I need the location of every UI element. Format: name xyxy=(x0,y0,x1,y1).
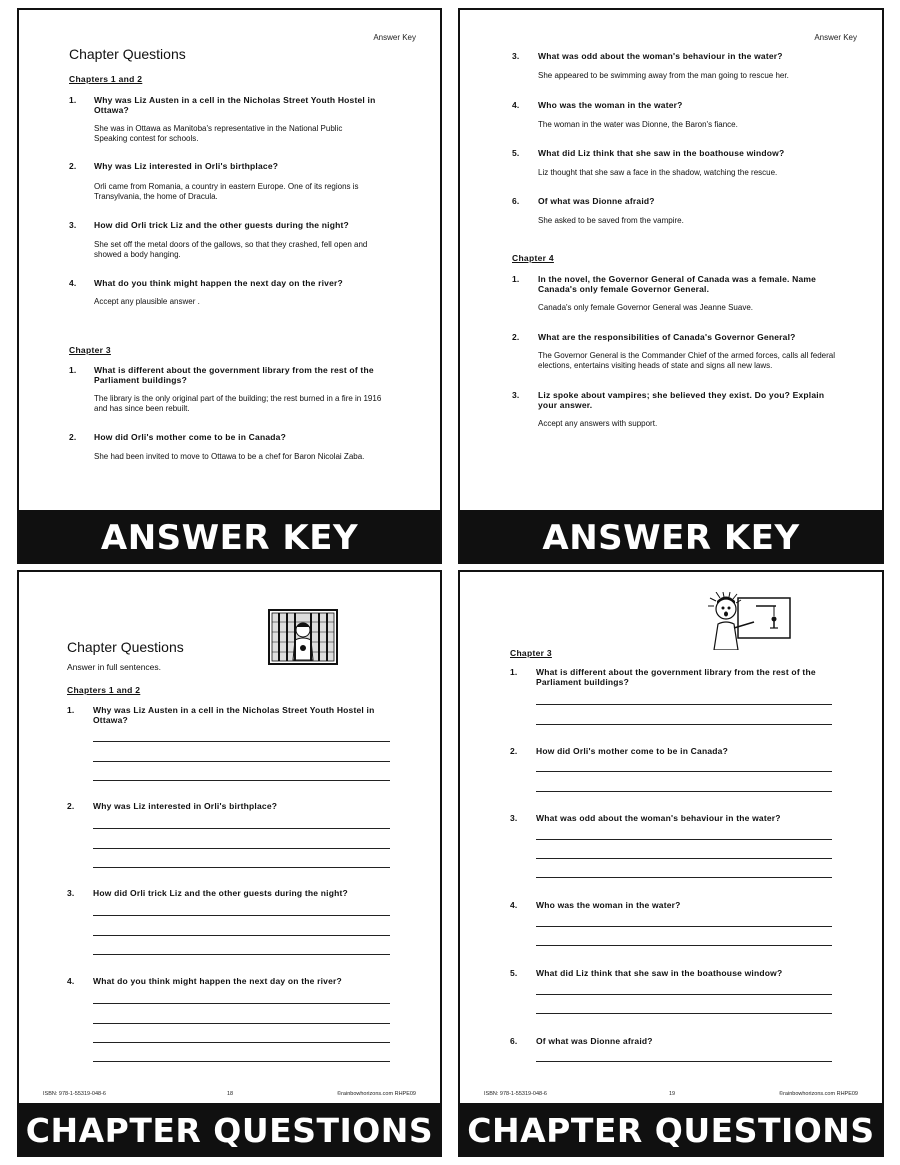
page-title: Chapter Questions xyxy=(67,639,184,655)
answer-key-page-2: Answer Key 3. What was odd about the woman's behaviour in the water? She appeared to be swimming away from the man going to rescue her. 4. Who was the woman in the water? The woman in the water was Dionne, the Baron's fiance. 5. What did Liz think that she saw in the boathouse window? Liz thought that she saw a face in the shadow, watching the rescue. 6. Of what was Dionne afraid? She asked to be saved from the vampire. Chapter 4 1. In the novel, the Governor General of Canada was a female. Name Canada's only female Governor General. Canada's only female Governor General was Jeanne Suave. 2. What are the responsibilities of Canada's Governor General? The Governor General is the Commander Chief of the armed forces, calls all federal elections, entertains visiting heads of state and signs all new laws. 3. Liz spoke about vampires; she believed they exist. Do you? Explain your answer. Accept any answers with support. ANSWER KEY xyxy=(458,8,884,564)
answer-line[interactable] xyxy=(536,791,832,792)
answer-line[interactable] xyxy=(536,877,832,878)
chapter-questions-banner: CHAPTER QUESTIONS xyxy=(460,1103,882,1155)
instruction-text: Answer in full sentences. xyxy=(67,662,162,672)
answer-key-page-1: Answer Key Chapter Questions Chapters 1 and 2 1. Why was Liz Austen in a cell in the Nicholas Street Youth Hostel in Ottawa? She was in Ottawa as Manitoba's representative in the National Public Speaking contest for schools. 2. Why was Liz interested in Orli's birthplace? Orli came from Romania, a country in eastern Europe. One of its regions is Transylvania, the home of Dracula. 3. How did Orli trick Liz and the other guests during the night? She set off the metal doors of the gallows, so that they crashed, fell open and showed a body hanging. 4. What do you think might happen the next day on the river? Accept any plausible answer . Chapter 3 1. What is different about the government library from the rest of the Parliament buildings? The library is the only original part of the building; the rest burned in a fire in 1916 and has since been rebuilt. 2. How did Orli's mother come to be in Canada? She had been invited to move to Ottawa to be a chef for Baron Nicolai Zaba. ANSWER KEY xyxy=(17,8,442,564)
page-title: Chapter Questions xyxy=(69,46,186,62)
answer-line[interactable] xyxy=(93,828,390,829)
answer: Liz thought that she saw a face in the shadow, watching the rescue. xyxy=(538,168,778,177)
answer: Canada's only female Governor General was Jeanne Suave. xyxy=(538,303,753,312)
answer-line[interactable] xyxy=(93,915,390,916)
answer: The Governor General is the Commander Chief of the armed forces, calls all federal elections, entertains visiting heads of state and signs all new laws. xyxy=(538,351,836,370)
section-heading: Chapters 1 and 2 xyxy=(69,74,143,84)
chapter-questions-banner: CHAPTER QUESTIONS xyxy=(19,1103,440,1155)
answer: Accept any plausible answer . xyxy=(94,297,200,306)
answer: She set off the metal doors of the gallows, so that they crashed, fell open and showed a body hanging. xyxy=(94,240,368,259)
answer-line[interactable] xyxy=(93,741,390,742)
answer: Orli came from Romania, a country in eastern Europe. One of its regions is Transylvania, the home of Dracula. xyxy=(94,182,359,201)
answer-key-label: Answer Key xyxy=(814,33,857,42)
answer-line[interactable] xyxy=(536,945,832,946)
answer-line[interactable] xyxy=(93,848,390,849)
answer-line[interactable] xyxy=(93,954,390,955)
answer-line[interactable] xyxy=(93,780,390,781)
answer-line[interactable] xyxy=(93,1061,390,1062)
section-heading: Chapter 3 xyxy=(69,345,111,355)
answer-line[interactable] xyxy=(93,1003,390,1004)
answer-line[interactable] xyxy=(536,926,832,927)
section-heading: Chapter 3 xyxy=(510,648,552,658)
answer-line[interactable] xyxy=(536,839,832,840)
answer-key-label: Answer Key xyxy=(373,33,416,42)
section-heading: Chapters 1 and 2 xyxy=(67,685,141,695)
answer: The library is the only original part of the building; the rest burned in a fire in 1916 and has since been rebuilt. xyxy=(94,394,382,413)
answer-key-banner: ANSWER KEY xyxy=(460,510,882,562)
answer-line[interactable] xyxy=(93,867,390,868)
prison-cell-icon xyxy=(267,608,339,666)
answer-line[interactable] xyxy=(536,1013,832,1014)
answer-line[interactable] xyxy=(536,1061,832,1062)
footer-isbn: ISBN: 978-1-55319-048-6 xyxy=(43,1091,106,1097)
answer-key-banner: ANSWER KEY xyxy=(19,510,440,562)
answer: The woman in the water was Dionne, the Baron's fiance. xyxy=(538,120,738,129)
section-heading: Chapter 4 xyxy=(512,253,554,263)
answer-line[interactable] xyxy=(93,761,390,762)
footer-copyright: ©rainbowhorizons.com RHPE09 xyxy=(779,1091,858,1097)
answer-line[interactable] xyxy=(536,994,832,995)
scared-girl-gallows-icon xyxy=(708,592,792,650)
answer: She had been invited to move to Ottawa to be a chef for Baron Nicolai Zaba. xyxy=(94,452,365,461)
answer: She was in Ottawa as Manitoba's representative in the National Public Speaking contest for schools. xyxy=(94,124,343,143)
page-number: 19 xyxy=(669,1091,676,1097)
footer-copyright: ©rainbowhorizons.com RHPE09 xyxy=(337,1091,416,1097)
answer: She asked to be saved from the vampire. xyxy=(538,216,684,225)
answer-line[interactable] xyxy=(536,858,832,859)
answer-line[interactable] xyxy=(536,771,832,772)
answer: She appeared to be swimming away from the man going to rescue her. xyxy=(538,71,789,80)
chapter-questions-page-18: Chapter Questions Answer in full sentences. Chapters 1 and 2 1. Why was Liz Austen in a cell in the Nicholas Street Youth Hostel in Ottawa? 2. Why was Liz interested in Orli's birthplace? 3. How did Orli trick Liz and the other guests during the night? 4. What do you think might happen the next day on the river? ISBN: 978-1-55319-048-6 18 ©rainbowhorizons.com RHPE09 CHAPTER QUESTIONS xyxy=(17,570,442,1157)
answer-line[interactable] xyxy=(93,1023,390,1024)
footer-isbn: ISBN: 978-1-55319-048-6 xyxy=(484,1091,547,1097)
page-number: 18 xyxy=(227,1091,234,1097)
answer-line[interactable] xyxy=(93,1042,390,1043)
answer-line[interactable] xyxy=(536,724,832,725)
answer: Accept any answers with support. xyxy=(538,419,658,428)
answer-line[interactable] xyxy=(536,704,832,705)
answer-line[interactable] xyxy=(93,935,390,936)
chapter-questions-page-19: Chapter 3 1. What is different about the government library from the rest of the Parliament buildings? 2. How did Orli's mother come to be in Canada? 3. What was odd about the woman's behaviour in the water? 4. Who was the woman in the water? 5. What did Liz think that she saw in the boathouse window? 6. Of what was Dionne afraid? ISBN: 978-1-55319-048-6 19 ©rainbowhorizons.com RHPE09 CHAPTER QUESTIONS xyxy=(458,570,884,1157)
